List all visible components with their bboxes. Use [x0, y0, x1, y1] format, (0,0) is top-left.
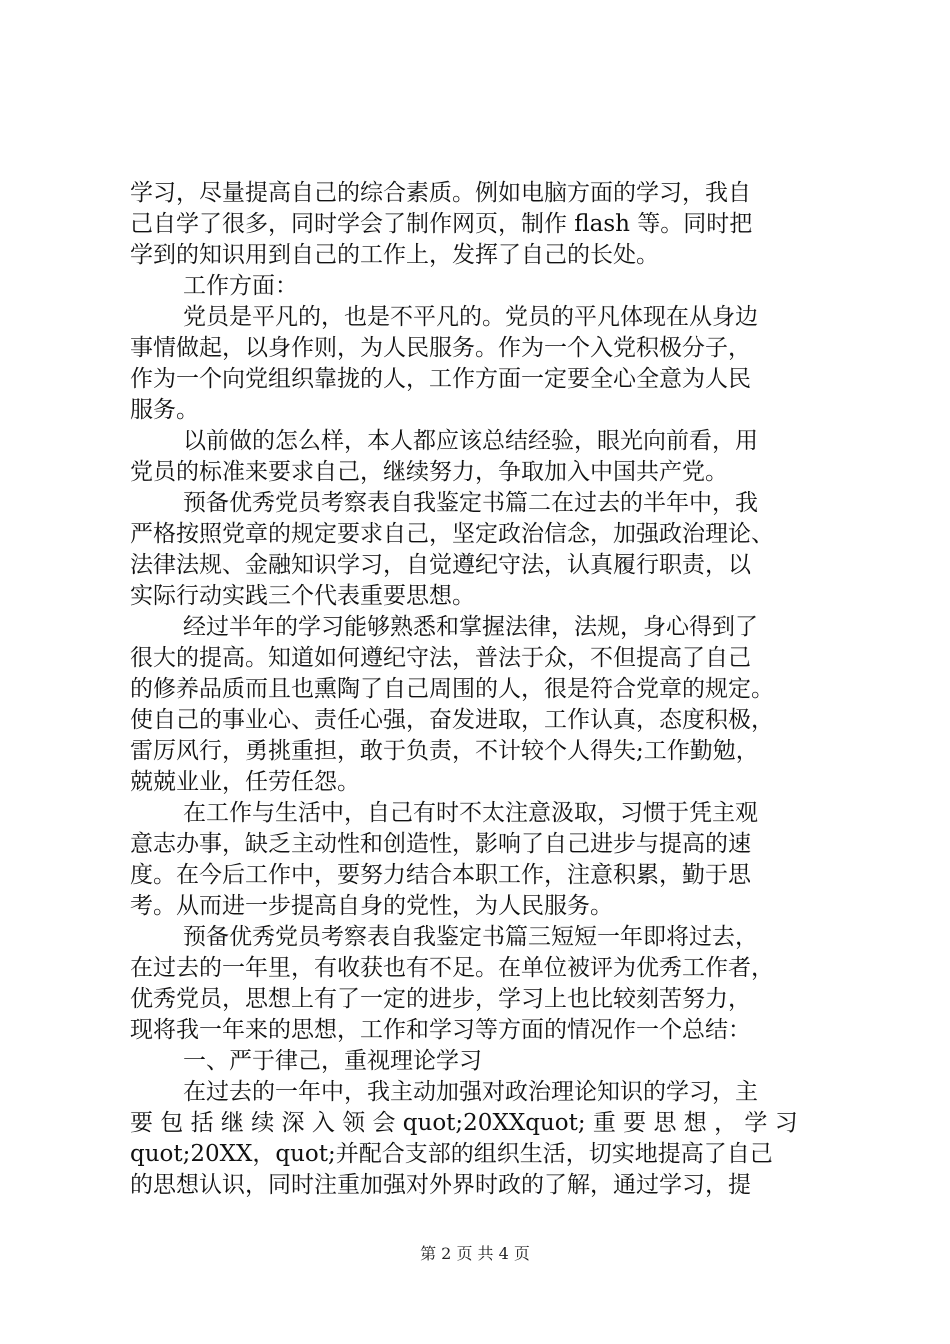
text-line: 要 包 括 继 续 深 入 领 会 quot;20XXquot; 重 要 思 想 ， 学 习 [130, 1110, 798, 1136]
page-footer: 第 2 页 共 4 页 [420, 1244, 530, 1263]
text-line: 现将我一年来的思想，工作和学习等方面的情况作一个总结： [130, 1017, 751, 1043]
text-line: 实际行动实践三个代表重要思想。 [130, 583, 475, 609]
text-line: 使自己的事业心、责任心强，奋发进取，工作认真，态度积极， [130, 707, 774, 733]
text-line: 党员的标准来要求自己，继续努力，争取加入中国共产党。 [130, 459, 728, 485]
text-line: 度。在今后工作中，要努力结合本职工作，注意积累，勤于思 [130, 862, 751, 888]
text-line: 预备优秀党员考察表自我鉴定书篇三短短一年即将过去， [183, 924, 758, 950]
section-heading: 一、严于律己，重视理论学习 [183, 1048, 482, 1074]
text-line: 事情做起，以身作则，为人民服务。作为一个入党积极分子， [130, 335, 751, 361]
text-line: 的修养品质而且也熏陶了自己周围的人，很是符合党章的规定。 [130, 676, 774, 702]
text-line: 在过去的一年里，有收获也有不足。在单位被评为优秀工作者， [130, 955, 774, 981]
text-line: 的思想认识，同时注重加强对外界时政的了解，通过学习，提 [130, 1172, 751, 1198]
text-line: 学到的知识用到自己的工作上，发挥了自己的长处。 [130, 242, 659, 268]
text-line: 很大的提高。知道如何遵纪守法，普法于众，不但提高了自己 [130, 645, 751, 671]
text-line: 学习，尽量提高自己的综合素质。例如电脑方面的学习，我自 [130, 180, 751, 206]
body-text [130, 178, 830, 1201]
section-heading: 工作方面： [183, 273, 298, 299]
text-line: 己自学了很多，同时学会了制作网页，制作 flash 等。同时把 [130, 211, 753, 237]
text-line: 作为一个向党组织靠拢的人，工作方面一定要全心全意为人民 [130, 366, 751, 392]
text-line: quot;20XX，quot;并配合支部的组织生活，切实地提高了自己 [130, 1141, 773, 1167]
text-line: 法律法规、金融知识学习，自觉遵纪守法，认真履行职责，以 [130, 552, 751, 578]
text-line: 在工作与生活中，自己有时不太注意汲取，习惯于凭主观 [183, 800, 758, 826]
text-line: 以前做的怎么样，本人都应该总结经验，眼光向前看，用 [183, 428, 758, 454]
text-line: 雷厉风行，勇挑重担，敢于负责，不计较个人得失;工作勤勉， [130, 738, 759, 764]
text-line: 党员是平凡的，也是不平凡的。党员的平凡体现在从身边 [183, 304, 758, 330]
text-line: 兢兢业业，任劳任怨。 [130, 769, 360, 795]
text-line: 经过半年的学习能够熟悉和掌握法律，法规，身心得到了 [183, 614, 758, 640]
text-line: 严格按照党章的规定要求自己，坚定政治信念，加强政治理论、 [130, 521, 774, 547]
text-line: 预备优秀党员考察表自我鉴定书篇二在过去的半年中，我 [183, 490, 758, 516]
text-line: 在过去的一年中，我主动加强对政治理论知识的学习，主 [183, 1079, 758, 1105]
text-line: 考。从而进一步提高自身的党性，为人民服务。 [130, 893, 613, 919]
text-line: 意志办事，缺乏主动性和创造性，影响了自己进步与提高的速 [130, 831, 751, 857]
text-line: 优秀党员，思想上有了一定的进步，学习上也比较刻苦努力， [130, 986, 751, 1012]
text-line: 服务。 [130, 397, 199, 423]
